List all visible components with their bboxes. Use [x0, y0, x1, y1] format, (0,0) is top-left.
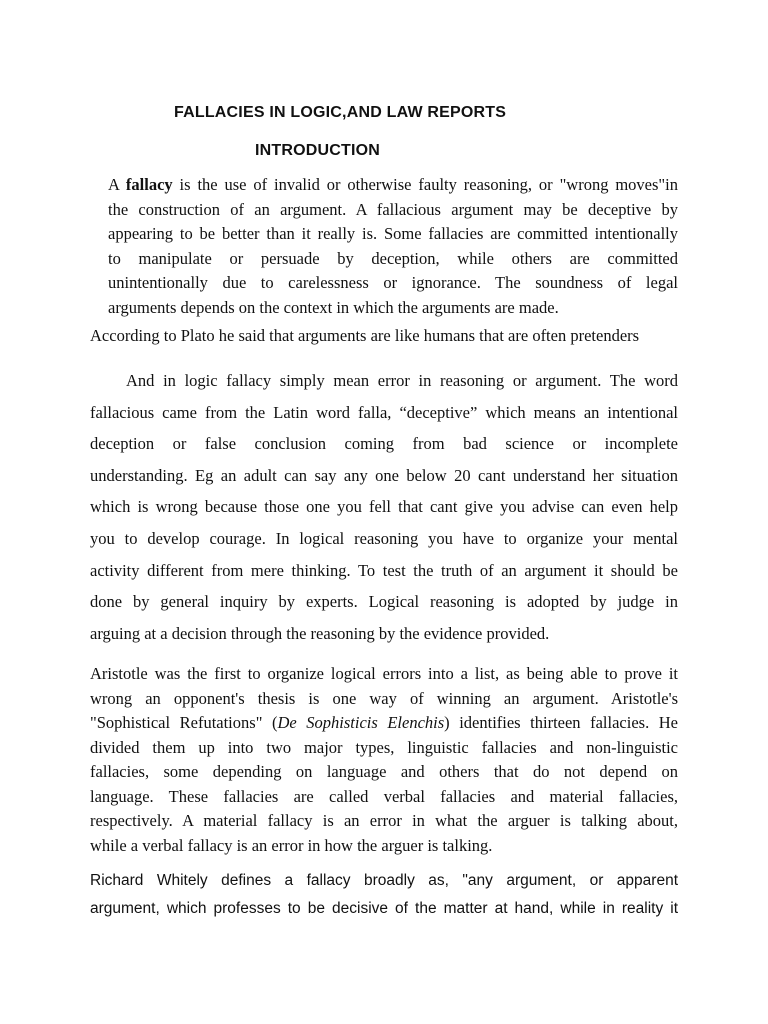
text-line: language. These fallacies are called verbal fallacies and material fallacies, — [90, 786, 678, 806]
text-run: is the use of invalid or otherwise faulty reasoning, or "wrong moves"in — [172, 175, 678, 194]
text-line: done by general inquiry by experts. Logical reasoning is adopted by judge in — [90, 592, 678, 612]
text-line: divided them up into two major types, linguistic fallacies and non-linguistic — [90, 737, 678, 757]
paragraph-aristotle — [90, 662, 678, 858]
text-line: fallacious came from the Latin word falla, “deceptive” which means an intentional — [90, 402, 678, 422]
text-line: unintentionally due to carelessness or ignorance. The soundness of legal — [108, 273, 678, 292]
text-run: ) identifies thirteen fallacies. He — [444, 713, 678, 732]
text-line: the construction of an argument. A fallacious argument may be deceptive by — [108, 199, 678, 219]
text-line: arguments depends on the context in which the arguments are made. — [108, 297, 559, 317]
text-line: while a verbal fallacy is an error in how the arguer is talking. — [90, 835, 493, 855]
text-line: understanding. Eg an adult can say any one below 20 cant understand her situation — [90, 465, 678, 485]
paragraph-fallacy-definition — [90, 173, 678, 320]
text-line: you to develop courage. In logical reasoning you have to organize your mental — [90, 528, 678, 548]
paragraph-whitely — [90, 867, 678, 922]
paragraph-logic-fallacy — [90, 365, 678, 649]
section-heading-introduction: INTRODUCTION — [255, 142, 381, 159]
text-line — [90, 711, 678, 736]
text-line: appearing to be better than it really is. Some fallacies are committed intentionally — [108, 224, 678, 243]
text-line: argument, which professes to be decisive of the matter at hand, while in reality it — [90, 899, 678, 917]
text-line: which is wrong because those one you fell that cant give you advise can even help — [90, 497, 678, 517]
text-line: fallacies, some depending on language and others that do not depend on — [90, 762, 678, 781]
text-line: to manipulate or persuade by deception, while others are committed — [108, 248, 678, 268]
text-line: wrong an opponent's thesis is one way of winning an argument. Aristotle's — [90, 688, 678, 708]
text-run: A — [108, 175, 126, 194]
bold-term-fallacy: fallacy — [125, 175, 173, 194]
text-line: Richard Whitely defines a fallacy broadly as, "any argument, or apparent — [90, 872, 678, 889]
text-line — [90, 173, 678, 198]
text-line: activity different from mere thinking. To test the truth of an argument it should be — [90, 560, 678, 580]
text-line: And in logic fallacy simply mean error in reasoning or argument. The word — [126, 371, 678, 390]
text-line: respectively. A material fallacy is an error in what the arguer is talking about, — [90, 811, 678, 830]
text-run: "Sophistical Refutations" ( — [90, 713, 278, 732]
text-line: According to Plato he said that arguments are like humans that are often pretenders — [90, 326, 640, 345]
paragraph-plato — [90, 324, 678, 349]
text-line: arguing at a decision through the reasoning by the evidence provided. — [90, 623, 550, 643]
document-title: FALLACIES IN LOGIC,AND LAW REPORTS — [174, 104, 507, 121]
text-line: Aristotle was the first to organize logical errors into a list, as being able to prove it — [90, 664, 678, 683]
italic-title: De Sophisticis Elenchis — [277, 713, 445, 732]
text-line: deception or false conclusion coming from bad science or incomplete — [90, 434, 678, 454]
